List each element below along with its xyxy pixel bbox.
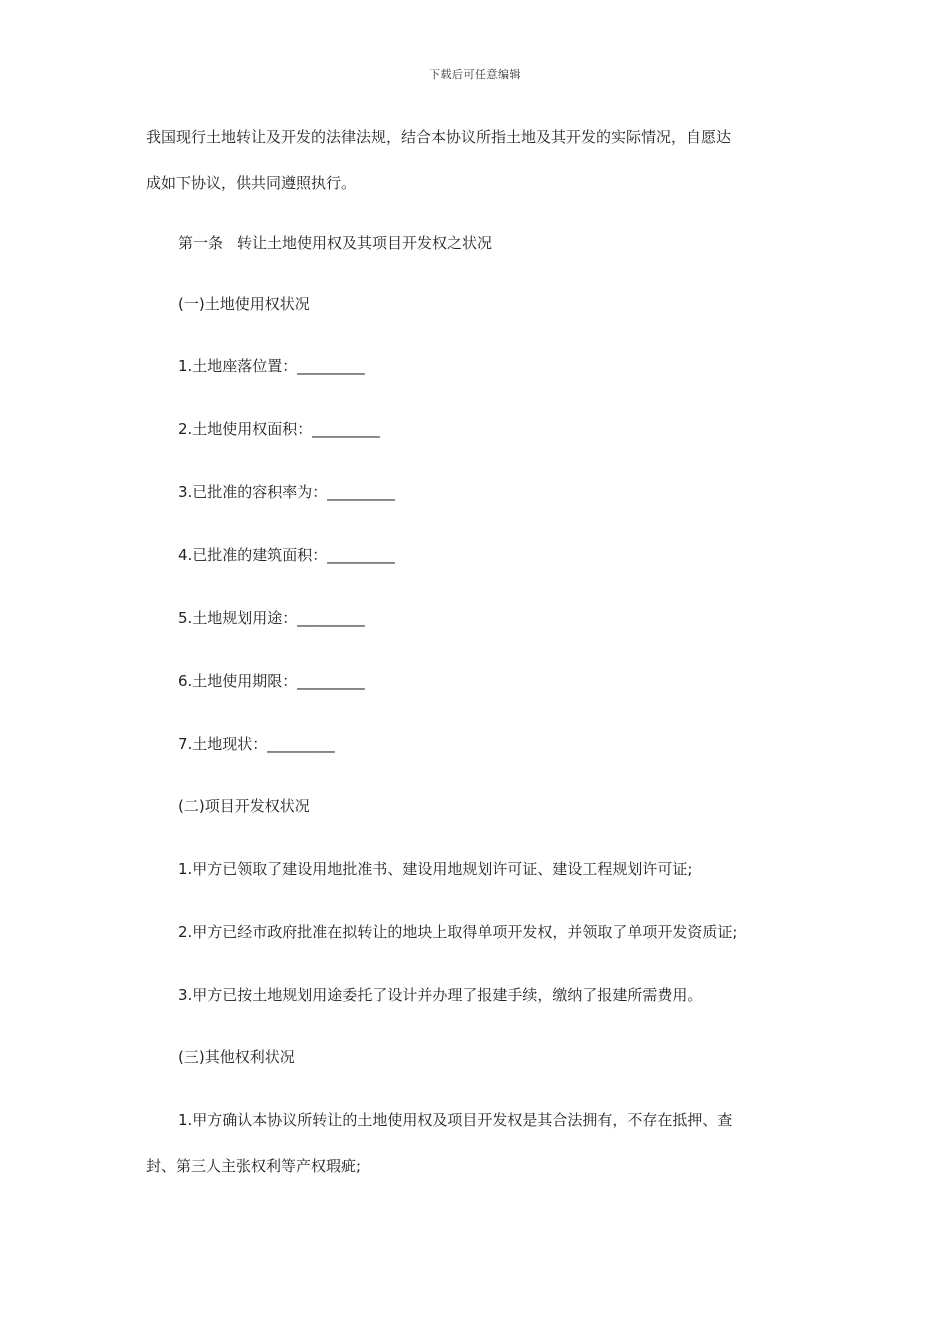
section-3-title: (三)其他权利状况 [178, 1048, 295, 1066]
article-1-heading [178, 233, 492, 253]
building-area-item: 4.已批准的建筑面积：_________ [178, 546, 395, 564]
article-1-number: 第一条 [178, 234, 224, 252]
plot-ratio-item: 3.已批准的容积率为：_________ [178, 483, 395, 501]
land-area-item: 2.土地使用权面积：_________ [178, 420, 380, 438]
land-use-item: 5.土地规划用途：_________ [178, 609, 365, 627]
intro-paragraph-line-1: 我国现行土地转让及开发的法律法规，结合本协议所指土地及其开发的实际情况，自愿达 [146, 128, 732, 146]
development-right-item-1: 1.甲方已领取了建设用地批准书、建设用地规划许可证、建设工程规划许可证; [178, 860, 693, 878]
article-1-title: 转让土地使用权及其项目开发权之状况 [237, 234, 493, 252]
development-right-item-3: 3.甲方已按土地规划用途委托了设计并办理了报建手续，缴纳了报建所需费用。 [178, 986, 703, 1004]
land-term-item: 6.土地使用期限：_________ [178, 672, 365, 690]
section-1-title: (一)土地使用权状况 [178, 295, 310, 313]
development-right-item-2: 2.甲方已经市政府批准在拟转让的地块上取得单项开发权，并领取了单项开发资质证; [178, 923, 738, 941]
section-2-title: (二)项目开发权状况 [178, 797, 310, 815]
other-rights-item-1-line-1: 1.甲方确认本协议所转让的土地使用权及项目开发权是其合法拥有，不存在抵押、查 [178, 1111, 733, 1129]
intro-paragraph-line-2: 成如下协议，供共同遵照执行。 [146, 174, 357, 192]
land-status-item: 7.土地现状：_________ [178, 735, 335, 753]
other-rights-item-1-line-2: 封、第三人主张权利等产权瑕疵; [146, 1157, 362, 1175]
page-header: 下载后可任意编辑 [429, 68, 521, 81]
land-location-item: 1.土地座落位置：_________ [178, 357, 365, 375]
